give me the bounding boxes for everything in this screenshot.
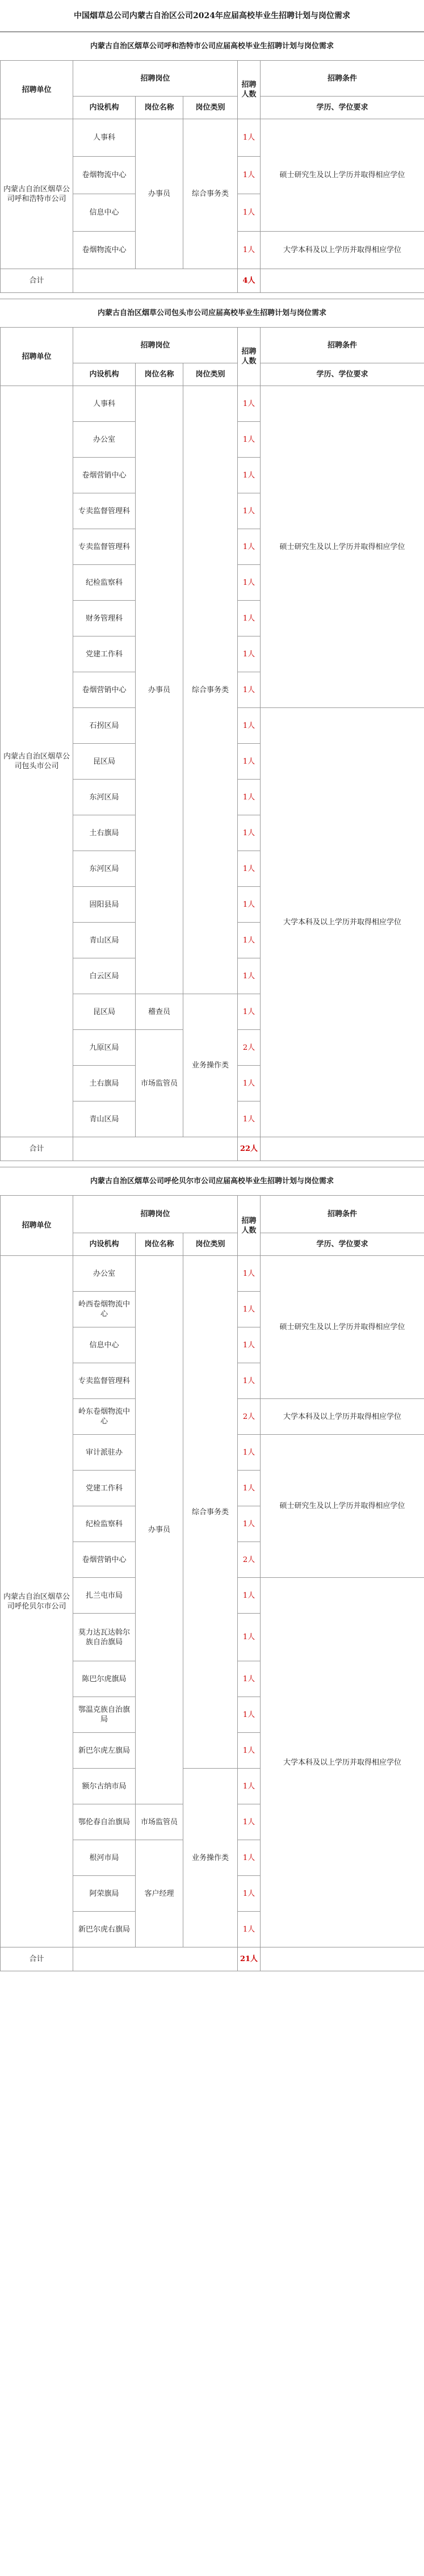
headcount-cell: 1人: [238, 887, 261, 923]
total-spacer: [73, 269, 238, 293]
department-cell: 陈巴尔虎旗局: [73, 1661, 136, 1697]
headcount-cell: 1人: [238, 636, 261, 672]
department-cell: 莫力达瓦达斡尔族自治旗局: [73, 1614, 136, 1661]
department-cell: 新巴尔虎右旗局: [73, 1912, 136, 1947]
headcount-cell: 1人: [238, 1804, 261, 1840]
education-requirement-cell: 大学本科及以上学历并取得相应学位: [261, 1399, 424, 1435]
education-requirement-cell: 硕士研究生及以上学历并取得相应学位: [261, 1435, 424, 1578]
education-requirement-cell: 大学本科及以上学历并取得相应学位: [261, 708, 424, 1137]
header-conditions: 招聘条件: [261, 1196, 424, 1233]
department-cell: 人事科: [73, 386, 136, 422]
header-post: 招聘岗位: [73, 328, 238, 363]
post-name-cell: 市场监管员: [136, 1804, 183, 1840]
department-cell: 审计派驻办: [73, 1435, 136, 1471]
department-cell: 党建工作科: [73, 636, 136, 672]
headcount-cell: 2人: [238, 1399, 261, 1435]
total-count: 4人: [238, 269, 261, 293]
total-label: 合计: [1, 269, 73, 293]
header-unit: 招聘单位: [1, 61, 73, 119]
department-cell: 卷烟营销中心: [73, 1542, 136, 1578]
headcount-cell: 1人: [238, 119, 261, 157]
header-unit: 招聘单位: [1, 1196, 73, 1256]
department-cell: 阿荣旗局: [73, 1876, 136, 1912]
document-title: 中国烟草总公司内蒙古自治区公司2024年应届高校毕业生招聘计划与岗位需求: [0, 0, 424, 32]
headcount-cell: 1人: [238, 708, 261, 744]
section-title: 内蒙古自治区烟草公司包头市公司应届高校毕业生招聘计划与岗位需求: [0, 299, 424, 327]
section-title: 内蒙古自治区烟草公司呼和浩特市公司应届高校毕业生招聘计划与岗位需求: [0, 32, 424, 60]
department-cell: 办公室: [73, 422, 136, 458]
department-cell: 新巴尔虎左旗局: [73, 1733, 136, 1769]
headcount-cell: 1人: [238, 529, 261, 565]
headcount-cell: 1人: [238, 815, 261, 851]
headcount-cell: 1人: [238, 1840, 261, 1876]
department-cell: 鄂伦春自治旗局: [73, 1804, 136, 1840]
headcount-cell: 1人: [238, 1506, 261, 1542]
department-cell: 昆区局: [73, 994, 136, 1030]
table-row: [1, 386, 424, 422]
headcount-cell: 1人: [238, 232, 261, 269]
sections-container: [0, 32, 424, 1971]
total-spacer: [261, 269, 424, 293]
headcount-cell: 1人: [238, 923, 261, 958]
header-unit: 招聘单位: [1, 328, 73, 386]
total-label: 合计: [1, 1137, 73, 1161]
header-row: [1, 61, 424, 97]
header-post-name: 岗位名称: [136, 97, 183, 119]
total-label: 合计: [1, 1947, 73, 1971]
department-cell: 土右旗局: [73, 815, 136, 851]
department-cell: 人事科: [73, 119, 136, 157]
total-row: [1, 1137, 424, 1161]
recruiting-unit: 内蒙古自治区烟草公司呼和浩特市公司: [1, 119, 73, 269]
department-cell: 财务管理科: [73, 601, 136, 636]
header-education: 学历、学位要求: [261, 363, 424, 386]
total-spacer: [73, 1137, 238, 1161]
department-cell: 额尔古纳市局: [73, 1769, 136, 1804]
department-cell: 卷烟物流中心: [73, 157, 136, 194]
department-cell: 卷烟物流中心: [73, 232, 136, 269]
headcount-cell: 1人: [238, 994, 261, 1030]
headcount-cell: 1人: [238, 1256, 261, 1292]
section-title: 内蒙古自治区烟草公司呼伦贝尔市公司应届高校毕业生招聘计划与岗位需求: [0, 1167, 424, 1195]
headcount-cell: 2人: [238, 1030, 261, 1066]
header-post-name: 岗位名称: [136, 363, 183, 386]
education-requirement-cell: 硕士研究生及以上学历并取得相应学位: [261, 119, 424, 232]
recruitment-table: [0, 327, 424, 1161]
department-cell: 东河区局: [73, 780, 136, 815]
header-count: 招聘人数: [238, 328, 261, 386]
headcount-cell: 1人: [238, 601, 261, 636]
headcount-cell: 1人: [238, 672, 261, 708]
header-count: 招聘人数: [238, 61, 261, 119]
header-row: [1, 328, 424, 363]
total-row: [1, 269, 424, 293]
recruitment-table: [0, 1195, 424, 1971]
department-cell: 卷烟营销中心: [73, 458, 136, 493]
header-education: 学历、学位要求: [261, 97, 424, 119]
headcount-cell: 1人: [238, 1101, 261, 1137]
department-cell: 白云区局: [73, 958, 136, 994]
header-post-category: 岗位类别: [183, 97, 238, 119]
post-category-cell: 综合事务类: [183, 1256, 238, 1769]
header-conditions: 招聘条件: [261, 61, 424, 97]
header-conditions: 招聘条件: [261, 328, 424, 363]
total-row: [1, 1947, 424, 1971]
header-count: 招聘人数: [238, 1196, 261, 1256]
headcount-cell: 1人: [238, 1876, 261, 1912]
headcount-cell: 1人: [238, 1435, 261, 1471]
department-cell: 专卖监督管理科: [73, 529, 136, 565]
department-cell: 纪检监察科: [73, 1506, 136, 1542]
header-post-category: 岗位类别: [183, 363, 238, 386]
header-post-category: 岗位类别: [183, 1233, 238, 1256]
post-name-cell: 客户经理: [136, 1840, 183, 1947]
headcount-cell: 1人: [238, 1697, 261, 1733]
department-cell: 党建工作科: [73, 1471, 136, 1506]
total-spacer: [73, 1947, 238, 1971]
headcount-cell: 1人: [238, 1363, 261, 1399]
header-dept: 内设机构: [73, 97, 136, 119]
headcount-cell: 1人: [238, 780, 261, 815]
department-cell: 信息中心: [73, 194, 136, 232]
header-dept: 内设机构: [73, 1233, 136, 1256]
headcount-cell: 1人: [238, 422, 261, 458]
total-count: 22人: [238, 1137, 261, 1161]
headcount-cell: 1人: [238, 194, 261, 232]
headcount-cell: 1人: [238, 1471, 261, 1506]
department-cell: 办公室: [73, 1256, 136, 1292]
headcount-cell: 1人: [238, 1614, 261, 1661]
post-name-cell: 办事员: [136, 386, 183, 994]
header-post: 招聘岗位: [73, 1196, 238, 1233]
department-cell: 东河区局: [73, 851, 136, 887]
headcount-cell: 1人: [238, 458, 261, 493]
department-cell: 鄂温克族自治旗局: [73, 1697, 136, 1733]
table-row: [1, 1256, 424, 1292]
post-category-cell: 业务操作类: [183, 994, 238, 1137]
post-name-cell: 稽查员: [136, 994, 183, 1030]
post-category-cell: 综合事务类: [183, 119, 238, 269]
department-cell: 岭西卷烟物流中心: [73, 1292, 136, 1327]
headcount-cell: 1人: [238, 1292, 261, 1327]
table-row: [1, 119, 424, 157]
total-spacer: [261, 1947, 424, 1971]
department-cell: 九原区局: [73, 1030, 136, 1066]
headcount-cell: 1人: [238, 1733, 261, 1769]
total-spacer: [261, 1137, 424, 1161]
education-requirement-cell: 硕士研究生及以上学历并取得相应学位: [261, 386, 424, 708]
section-gap: [0, 293, 424, 299]
header-post-name: 岗位名称: [136, 1233, 183, 1256]
recruiting-unit: 内蒙古自治区烟草公司包头市公司: [1, 386, 73, 1137]
department-cell: 卷烟营销中心: [73, 672, 136, 708]
headcount-cell: 1人: [238, 1912, 261, 1947]
header-row: [1, 1196, 424, 1233]
department-cell: 土右旗局: [73, 1066, 136, 1101]
header-post: 招聘岗位: [73, 61, 238, 97]
headcount-cell: 1人: [238, 851, 261, 887]
education-requirement-cell: 大学本科及以上学历并取得相应学位: [261, 232, 424, 269]
headcount-cell: 1人: [238, 493, 261, 529]
recruitment-table: [0, 60, 424, 293]
headcount-cell: 1人: [238, 958, 261, 994]
headcount-cell: 1人: [238, 1661, 261, 1697]
department-cell: 专卖监督管理科: [73, 493, 136, 529]
post-category-cell: 综合事务类: [183, 386, 238, 994]
headcount-cell: 1人: [238, 565, 261, 601]
department-cell: 岭东卷烟物流中心: [73, 1399, 136, 1435]
department-cell: 纪检监察科: [73, 565, 136, 601]
post-category-cell: 业务操作类: [183, 1769, 238, 1947]
headcount-cell: 1人: [238, 386, 261, 422]
post-name-cell: 办事员: [136, 119, 183, 269]
department-cell: 青山区局: [73, 1101, 136, 1137]
headcount-cell: 2人: [238, 1542, 261, 1578]
header-dept: 内设机构: [73, 363, 136, 386]
recruiting-unit: 内蒙古自治区烟草公司呼伦贝尔市公司: [1, 1256, 73, 1947]
education-requirement-cell: 大学本科及以上学历并取得相应学位: [261, 1578, 424, 1947]
headcount-cell: 1人: [238, 157, 261, 194]
department-cell: 昆区局: [73, 744, 136, 780]
department-cell: 专卖监督管理科: [73, 1363, 136, 1399]
headcount-cell: 1人: [238, 1066, 261, 1101]
total-count: 21人: [238, 1947, 261, 1971]
department-cell: 青山区局: [73, 923, 136, 958]
headcount-cell: 1人: [238, 1578, 261, 1614]
department-cell: 扎兰屯市局: [73, 1578, 136, 1614]
post-name-cell: 市场监管员: [136, 1030, 183, 1137]
headcount-cell: 1人: [238, 1327, 261, 1363]
department-cell: 根河市局: [73, 1840, 136, 1876]
section-gap: [0, 1161, 424, 1167]
post-name-cell: 办事员: [136, 1256, 183, 1804]
headcount-cell: 1人: [238, 1769, 261, 1804]
department-cell: 固阳县局: [73, 887, 136, 923]
headcount-cell: 1人: [238, 744, 261, 780]
header-education: 学历、学位要求: [261, 1233, 424, 1256]
department-cell: 石拐区局: [73, 708, 136, 744]
education-requirement-cell: 硕士研究生及以上学历并取得相应学位: [261, 1256, 424, 1399]
department-cell: 信息中心: [73, 1327, 136, 1363]
